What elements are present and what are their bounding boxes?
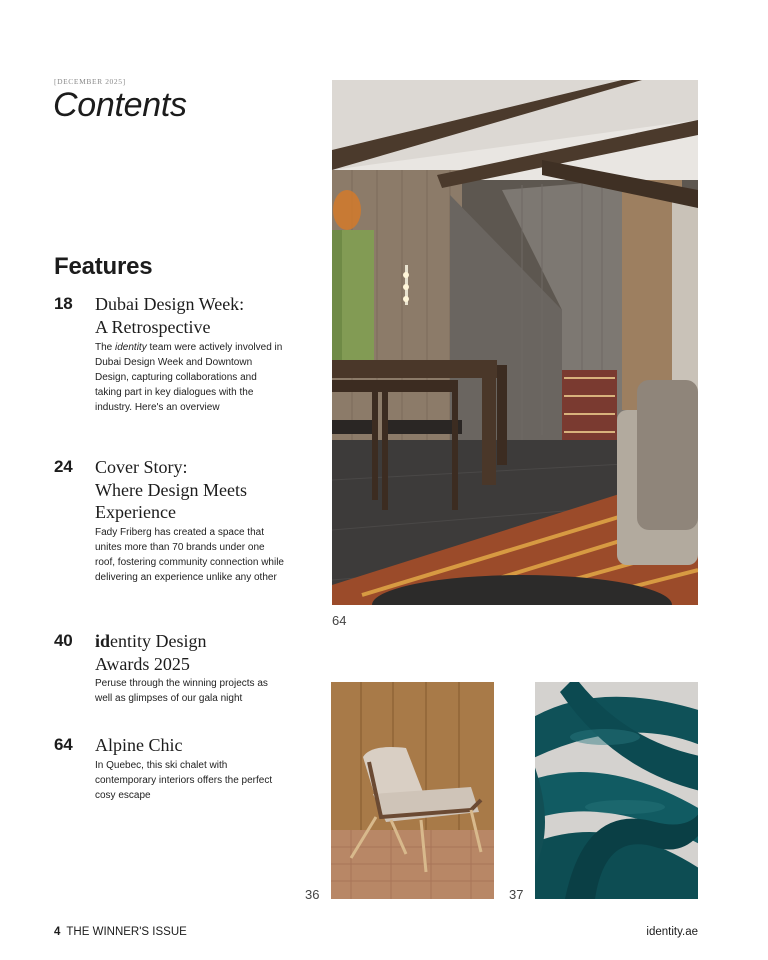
entry-title: identity Design Awards 2025: [95, 631, 207, 674]
velvet-sculpture-photo[interactable]: [535, 682, 698, 899]
photo-caption: 64: [332, 613, 347, 628]
entry-page-number: 40: [54, 631, 73, 650]
entry-description: Fady Friberg has created a space that unites more than 70 brands under one roof, fostering community connection while delivering an experience unlike any other: [95, 527, 284, 583]
entry-description: Peruse through the winning projects as well as glimpses of our gala night: [95, 678, 268, 704]
entry-description: In Quebec, this ski chalet with contemporary interiors offers the perfect cosy escape: [95, 760, 273, 801]
footer-left: [54, 926, 187, 938]
page-number: 4: [54, 926, 61, 938]
photo-caption: 37: [509, 887, 524, 902]
issue-date: [DECEMBER 2025]: [54, 77, 126, 86]
issue-name: THE WINNER'S ISSUE: [66, 926, 187, 938]
photo-caption: 36: [305, 887, 320, 902]
entry-page-number: 24: [54, 457, 73, 476]
website-link[interactable]: identity.ae: [646, 926, 698, 938]
entry-page-number: 18: [54, 294, 73, 313]
lounge-chair-photo[interactable]: [331, 682, 494, 899]
section-title: Features: [54, 253, 153, 280]
entry-title: Alpine Chic: [95, 735, 183, 755]
entry-title: Cover Story: Where Design Meets Experience: [95, 457, 247, 522]
entry-page-number: 64: [54, 735, 73, 754]
chalet-interior-photo[interactable]: [332, 80, 698, 605]
entry-description: The identity team were actively involved in Dubai Design Week and Downtown Design, capturing collaborations and taking part in key dialogues with the industry. Here's an overview: [95, 342, 283, 413]
entry-title: Dubai Design Week: A Retrospective: [95, 294, 245, 337]
page-title: Contents: [53, 86, 187, 124]
